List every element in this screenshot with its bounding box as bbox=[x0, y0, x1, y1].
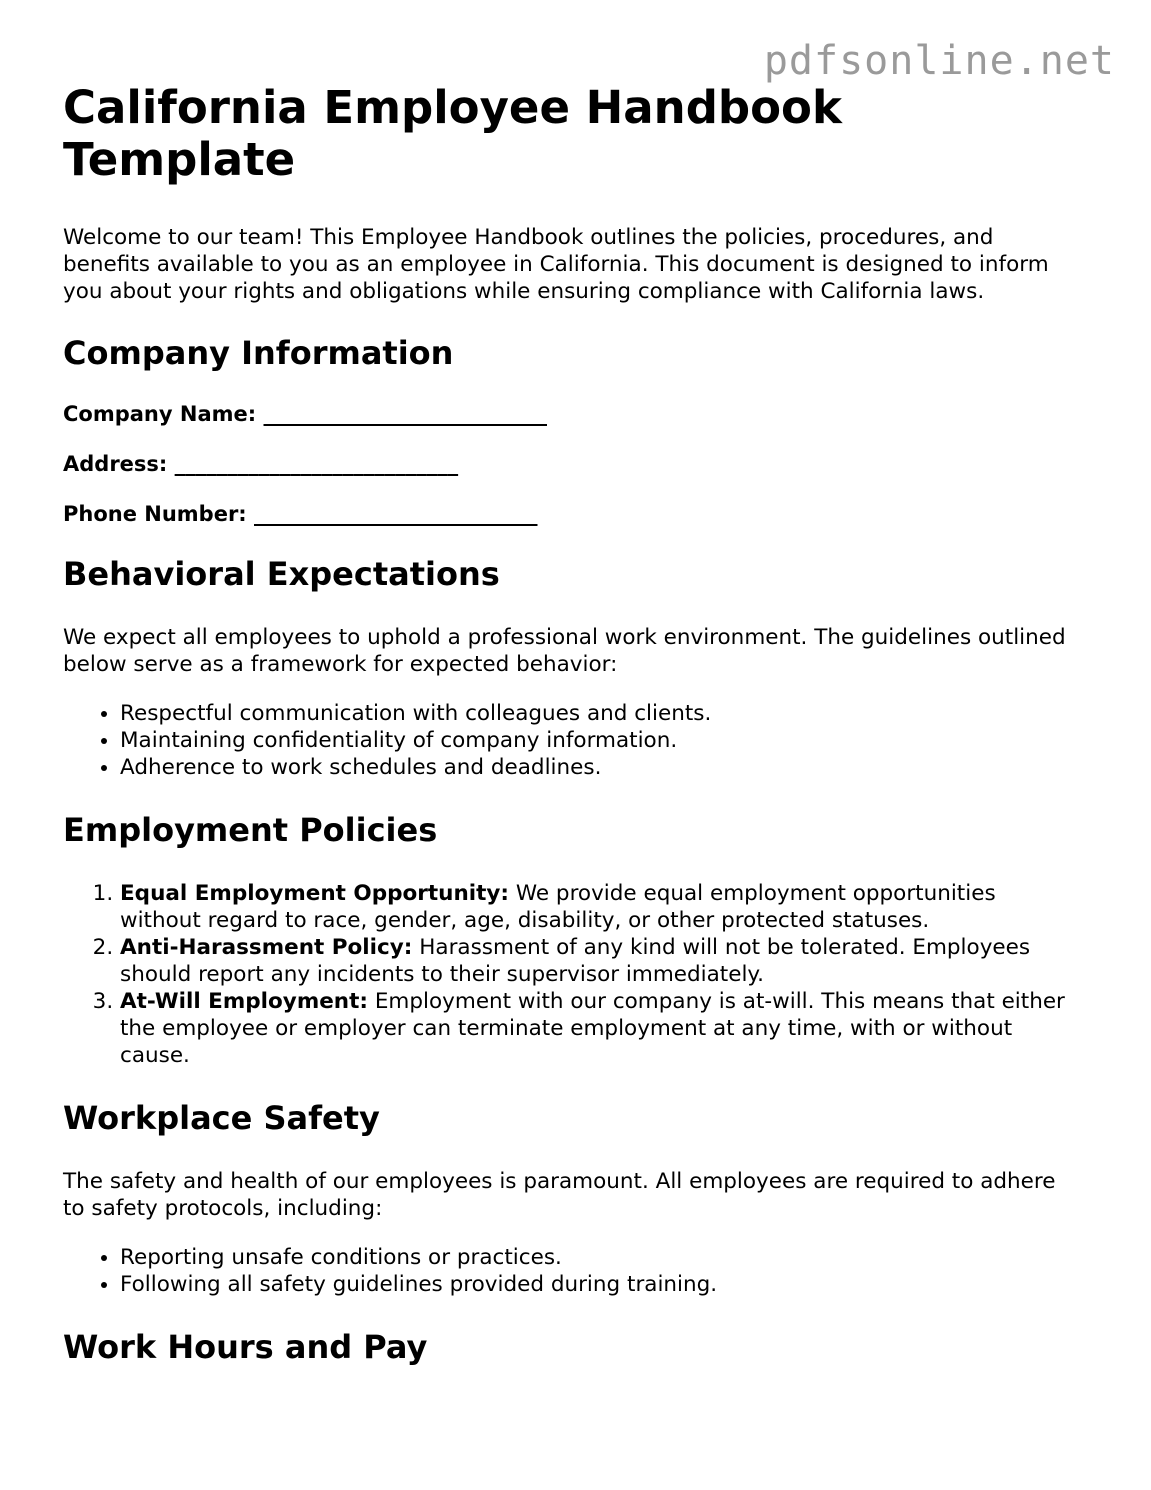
policies-list bbox=[63, 880, 1083, 1069]
address-field bbox=[63, 451, 1083, 477]
list-item: • Maintaining confidentiality of company information. bbox=[120, 727, 1083, 754]
policy-label: Equal Employment Opportunity: bbox=[120, 881, 510, 906]
address-blank: ___________________________ bbox=[174, 452, 459, 476]
behavior-list bbox=[63, 700, 1083, 781]
employment-policies-heading: Employment Policies bbox=[63, 811, 438, 849]
company-name-blank: ___________________________ bbox=[263, 402, 547, 426]
intro-paragraph: Welcome to our team! This Employee Handbook outlines the policies, procedures, and benefits available to you as an employee in California. This document is designed to inform you about your rights and obligations while ensuring compliance with California laws. bbox=[63, 225, 1049, 304]
document-page bbox=[63, 82, 1083, 1366]
policy-text: We provide equal employment opportunities without regard to race, gender, age, disability, or other protected statuses. bbox=[120, 881, 996, 933]
list-item: • Respectful communication with colleagues and clients. bbox=[120, 700, 1083, 727]
list-item: • Following all safety guidelines provided during training. bbox=[120, 1271, 1083, 1298]
policy-label: At-Will Employment: bbox=[120, 989, 368, 1014]
company-information-heading: Company Information bbox=[63, 334, 454, 372]
safety-list bbox=[63, 1244, 1083, 1298]
list-item: • Reporting unsafe conditions or practices. bbox=[120, 1244, 1083, 1271]
list-item bbox=[120, 934, 1083, 988]
list-item bbox=[120, 880, 1083, 934]
company-name-label: Company Name: bbox=[63, 402, 257, 426]
workplace-safety-heading: Workplace Safety bbox=[63, 1099, 380, 1137]
safety-paragraph: The safety and health of our employees is paramount. All employees are required to adhere to safety protocols, including: bbox=[63, 1169, 1056, 1221]
watermark: pdfsonline.net bbox=[763, 38, 1115, 84]
list-item bbox=[120, 988, 1083, 1069]
policy-text: Harassment of any kind will not be tolerated. Employees should report any incidents to their supervisor immediately. bbox=[120, 935, 1031, 987]
policy-text: Employment with our company is at-will. This means that either the employee or employer can terminate employment at any time, with or without cause. bbox=[120, 989, 1065, 1068]
behavior-paragraph: We expect all employees to uphold a professional work environment. The guidelines outlined below serve as a framework for expected behavior: bbox=[63, 625, 1066, 677]
address-label: Address: bbox=[63, 452, 168, 476]
policy-label: Anti-Harassment Policy: bbox=[120, 935, 413, 960]
company-name-field bbox=[63, 401, 1083, 427]
phone-number-label: Phone Number: bbox=[63, 502, 247, 526]
phone-number-field bbox=[63, 501, 1083, 527]
work-hours-heading: Work Hours and Pay bbox=[63, 1328, 428, 1366]
behavioral-expectations-heading: Behavioral Expectations bbox=[63, 555, 500, 593]
list-item: • Adherence to work schedules and deadlines. bbox=[120, 754, 1083, 781]
phone-number-blank: ___________________________ bbox=[254, 502, 538, 526]
document-title: California Employee Handbook Template bbox=[63, 81, 842, 186]
